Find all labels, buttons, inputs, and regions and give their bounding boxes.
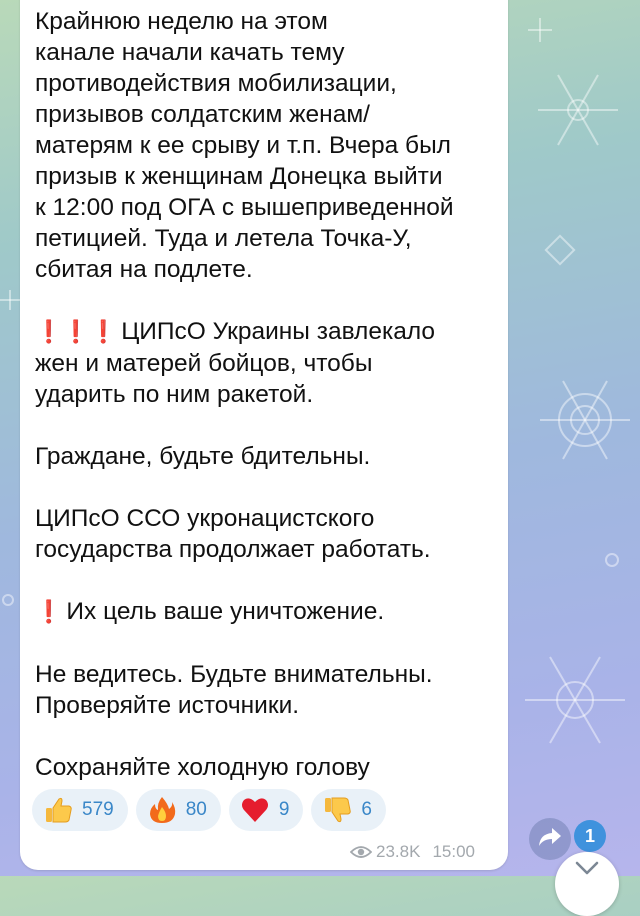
reaction-count: 579 <box>82 799 114 820</box>
reaction-fire[interactable] <box>136 789 221 831</box>
reaction-thumbs-up[interactable] <box>32 789 128 831</box>
exclamation-icon: ❗ <box>35 600 63 625</box>
message-meta <box>350 842 475 862</box>
unread-badge: 1 <box>574 820 606 852</box>
thumbs-up-icon <box>42 794 74 826</box>
message-time: 15:00 <box>432 842 475 861</box>
view-count: 23.8K <box>376 842 421 861</box>
eye-icon <box>350 844 372 860</box>
fire-icon <box>146 794 178 826</box>
reaction-count: 80 <box>185 799 207 820</box>
share-button[interactable] <box>529 818 571 860</box>
reaction-count: 6 <box>361 799 372 820</box>
message-paragraph: ❗❗❗ ЦИПсО Украины завлекало жен и матерей бойцов, чтобы ударить по ним ракетой. <box>35 318 436 408</box>
message-paragraph: ЦИПсО ССО укронацистского государства продолжает работать. <box>35 505 431 563</box>
reaction-thumbs-down[interactable] <box>311 789 386 831</box>
message-paragraph: Сохраняйте холодную голову <box>35 754 370 781</box>
scroll-down-button[interactable] <box>555 852 619 916</box>
message-paragraph: Крайнюю неделю на этом канале начали качать тему противодействия мобилизации, призывов солдатским женам/ матерям к ее срыву и т.п. Вчера был призыв к женщинам Донецка выйти к 12:00 под ОГА с вышеприведенной петицией. Туда и летела Точка-У, сбитая на подлете. <box>35 8 454 283</box>
message-paragraph: Не ведитесь. Будьте внимательны. Проверяйте источники. <box>35 661 433 719</box>
message-paragraph: Граждане, будьте бдительны. <box>35 443 371 470</box>
message-paragraph: ❗ Их цель ваше уничтожение. <box>35 598 385 625</box>
reactions-bar <box>32 789 386 831</box>
reaction-heart[interactable] <box>229 789 304 831</box>
thumbs-down-icon <box>321 794 353 826</box>
exclamation-icon: ❗❗❗ <box>35 320 118 345</box>
share-arrow-icon <box>538 826 562 853</box>
reaction-count: 9 <box>278 799 290 820</box>
chevron-down-icon <box>574 860 600 881</box>
message-text <box>35 6 495 783</box>
heart-icon <box>239 794 271 826</box>
